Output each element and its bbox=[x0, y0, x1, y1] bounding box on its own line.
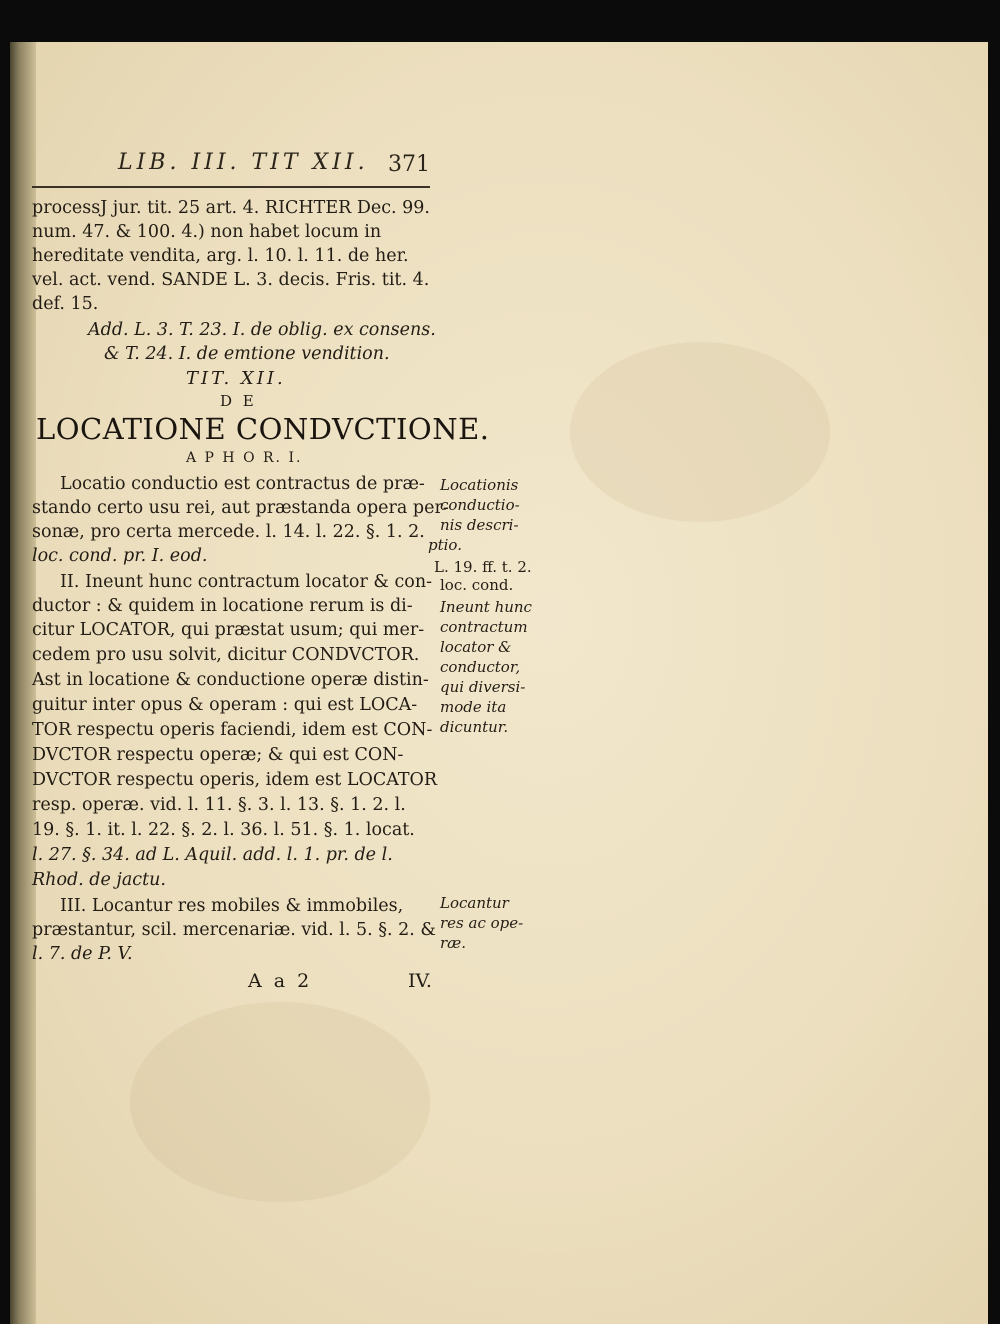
body-line: l. 27. §. 34. ad L. Aquil. add. l. 1. pr. de l. bbox=[32, 845, 393, 865]
body-line: TOR respectu operis faciendi, idem est CON- bbox=[32, 720, 433, 740]
body-line: DVCTOR respectu operis, idem est LOCATOR bbox=[32, 770, 438, 790]
marginal-note: loc. cond. bbox=[440, 576, 514, 594]
marginal-note: Ineunt hunc bbox=[440, 598, 532, 616]
body-line: vel. act. vend. SANDE L. 3. decis. Fris. tit. 4. bbox=[32, 270, 430, 290]
body-line: sonæ, pro certa mercede. l. 14. l. 22. §. 1. 2. bbox=[32, 522, 425, 542]
paper-stain bbox=[570, 342, 830, 522]
marginal-note: Locationis bbox=[440, 476, 519, 494]
body-line: ductor : & quidem in locatione rerum is di- bbox=[32, 596, 413, 616]
marginal-note: mode ita bbox=[440, 698, 507, 716]
marginal-note: nis descri- bbox=[440, 516, 519, 534]
marginal-note: conductio- bbox=[440, 496, 520, 514]
body-line: Rhod. de jactu. bbox=[32, 870, 166, 890]
body-line: num. 47. & 100. 4.) non habet locum in bbox=[32, 222, 382, 242]
marginal-note: L. 19. ff. t. 2. bbox=[434, 558, 532, 576]
body-line: loc. cond. pr. I. eod. bbox=[32, 546, 208, 566]
body-line: hereditate vendita, arg. l. 10. l. 11. de her. bbox=[32, 246, 409, 266]
body-line: def. 15. bbox=[32, 294, 99, 314]
section-title: LOCATIONE CONDVCTIONE. bbox=[36, 412, 490, 446]
aphorism-heading: A P H O R. I. bbox=[186, 450, 303, 466]
marginal-note: contractum bbox=[440, 618, 528, 636]
body-line: II. Ineunt hunc contractum locator & con- bbox=[60, 572, 433, 592]
de-heading: D E bbox=[220, 392, 257, 410]
body-line: cedem pro usu solvit, dicitur CONDVCTOR. bbox=[32, 645, 420, 665]
body-line: Ast in locatione & conductione operæ distin- bbox=[32, 670, 429, 690]
marginal-note: Locantur bbox=[440, 894, 509, 912]
body-line: Locatio conductio est contractus de præ- bbox=[60, 474, 425, 494]
body-line: præstantur, scil. mercenariæ. vid. l. 5. §. 2. & bbox=[32, 920, 436, 940]
body-line: stando certo usu rei, aut præstanda opera per- bbox=[32, 498, 449, 518]
page-number: 371 bbox=[388, 152, 430, 177]
marginal-note: ptio. bbox=[428, 536, 462, 554]
marginal-note: res ac ope- bbox=[440, 914, 524, 932]
marginal-note: ræ. bbox=[440, 934, 467, 952]
catchword: IV. bbox=[408, 970, 432, 992]
body-line: DVCTOR respectu operæ; & qui est CON- bbox=[32, 745, 404, 765]
add-line: Add. L. 3. T. 23. I. de oblig. ex consens. bbox=[88, 320, 436, 340]
add-line: & T. 24. I. de emtione vendition. bbox=[104, 344, 390, 364]
marginal-note: qui diversi- bbox=[440, 678, 526, 696]
tit-heading: TIT. XII. bbox=[186, 368, 286, 389]
running-title: LIB. III. TIT XII. bbox=[118, 150, 369, 175]
header-rule bbox=[32, 186, 430, 188]
body-line: citur LOCATOR, qui præstat usum; qui mer- bbox=[32, 620, 425, 640]
body-line: processJ jur. tit. 25 art. 4. RICHTER Dec. 99. bbox=[32, 198, 430, 218]
paper-stain bbox=[130, 1002, 430, 1202]
marginal-note: dicuntur. bbox=[440, 718, 509, 736]
body-line: resp. operæ. vid. l. 11. §. 3. l. 13. §. 1. 2. l. bbox=[32, 795, 406, 815]
body-line: l. 7. de P. V. bbox=[32, 944, 133, 964]
body-line: III. Locantur res mobiles & immobiles, bbox=[60, 896, 404, 916]
marginal-note: locator & bbox=[440, 638, 512, 656]
signature-mark: A a 2 bbox=[248, 970, 313, 992]
body-line: guitur inter opus & operam : qui est LOCA- bbox=[32, 695, 418, 715]
body-line: 19. §. 1. it. l. 22. §. 2. l. 36. l. 51. §. 1. locat. bbox=[32, 820, 415, 840]
marginal-note: conductor, bbox=[440, 658, 521, 676]
